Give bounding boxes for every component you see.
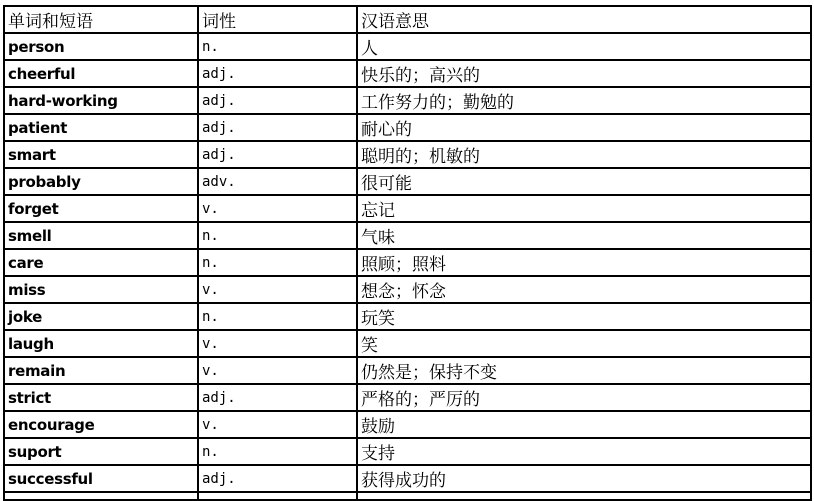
table-row <box>4 195 811 222</box>
part-of-speech-cell: v. <box>198 330 357 357</box>
table-row <box>4 60 811 87</box>
table-row <box>4 384 811 411</box>
table-row <box>4 303 811 330</box>
empty-cell <box>198 492 357 500</box>
part-of-speech-cell: adj. <box>198 465 357 492</box>
meaning-cell: 严格的；严厉的 <box>357 384 811 411</box>
word-cell: joke <box>4 303 198 330</box>
part-of-speech-cell: adj. <box>198 114 357 141</box>
table-row <box>4 168 811 195</box>
table-row <box>4 249 811 276</box>
table-row <box>4 33 811 60</box>
meaning-cell: 快乐的；高兴的 <box>357 60 811 87</box>
meaning-cell: 忘记 <box>357 195 811 222</box>
table-row <box>4 222 811 249</box>
word-cell: person <box>4 33 198 60</box>
table-row <box>4 330 811 357</box>
meaning-cell: 气味 <box>357 222 811 249</box>
part-of-speech-cell: adj. <box>198 384 357 411</box>
meaning-cell: 聪明的；机敏的 <box>357 141 811 168</box>
part-of-speech-cell: n. <box>198 222 357 249</box>
part-of-speech-cell: adj. <box>198 141 357 168</box>
part-of-speech-cell: v. <box>198 276 357 303</box>
meaning-cell: 支持 <box>357 438 811 465</box>
part-of-speech-cell: n. <box>198 303 357 330</box>
meaning-cell: 耐心的 <box>357 114 811 141</box>
header-meaning: 汉语意思 <box>357 6 811 33</box>
table-row <box>4 411 811 438</box>
header-word: 单词和短语 <box>4 6 198 33</box>
meaning-cell: 鼓励 <box>357 411 811 438</box>
table-row <box>4 114 811 141</box>
table-row <box>4 87 811 114</box>
word-cell: successful <box>4 465 198 492</box>
word-cell: miss <box>4 276 198 303</box>
empty-cell <box>357 492 811 500</box>
header-part-of-speech: 词性 <box>198 6 357 33</box>
meaning-cell: 工作努力的；勤勉的 <box>357 87 811 114</box>
vocabulary-table <box>3 5 812 501</box>
meaning-cell: 想念；怀念 <box>357 276 811 303</box>
part-of-speech-cell: v. <box>198 195 357 222</box>
word-cell: probably <box>4 168 198 195</box>
word-cell: remain <box>4 357 198 384</box>
meaning-cell: 照顾；照料 <box>357 249 811 276</box>
word-cell: care <box>4 249 198 276</box>
meaning-cell: 玩笑 <box>357 303 811 330</box>
meaning-cell: 仍然是；保持不变 <box>357 357 811 384</box>
table-row-partial <box>4 492 811 500</box>
meaning-cell: 很可能 <box>357 168 811 195</box>
empty-cell <box>4 492 198 500</box>
table-body <box>4 33 811 500</box>
word-cell: suport <box>4 438 198 465</box>
word-cell: encourage <box>4 411 198 438</box>
part-of-speech-cell: adj. <box>198 60 357 87</box>
table-row <box>4 438 811 465</box>
part-of-speech-cell: v. <box>198 411 357 438</box>
meaning-cell: 获得成功的 <box>357 465 811 492</box>
part-of-speech-cell: adj. <box>198 87 357 114</box>
part-of-speech-cell: v. <box>198 357 357 384</box>
word-cell: laugh <box>4 330 198 357</box>
word-cell: smell <box>4 222 198 249</box>
table-row <box>4 276 811 303</box>
part-of-speech-cell: adv. <box>198 168 357 195</box>
table-row <box>4 141 811 168</box>
word-cell: patient <box>4 114 198 141</box>
table-row <box>4 357 811 384</box>
table-header-row <box>4 6 811 33</box>
word-cell: smart <box>4 141 198 168</box>
meaning-cell: 人 <box>357 33 811 60</box>
part-of-speech-cell: n. <box>198 249 357 276</box>
table-row <box>4 465 811 492</box>
word-cell: cheerful <box>4 60 198 87</box>
meaning-cell: 笑 <box>357 330 811 357</box>
part-of-speech-cell: n. <box>198 33 357 60</box>
word-cell: forget <box>4 195 198 222</box>
word-cell: strict <box>4 384 198 411</box>
word-cell: hard-working <box>4 87 198 114</box>
part-of-speech-cell: n. <box>198 438 357 465</box>
